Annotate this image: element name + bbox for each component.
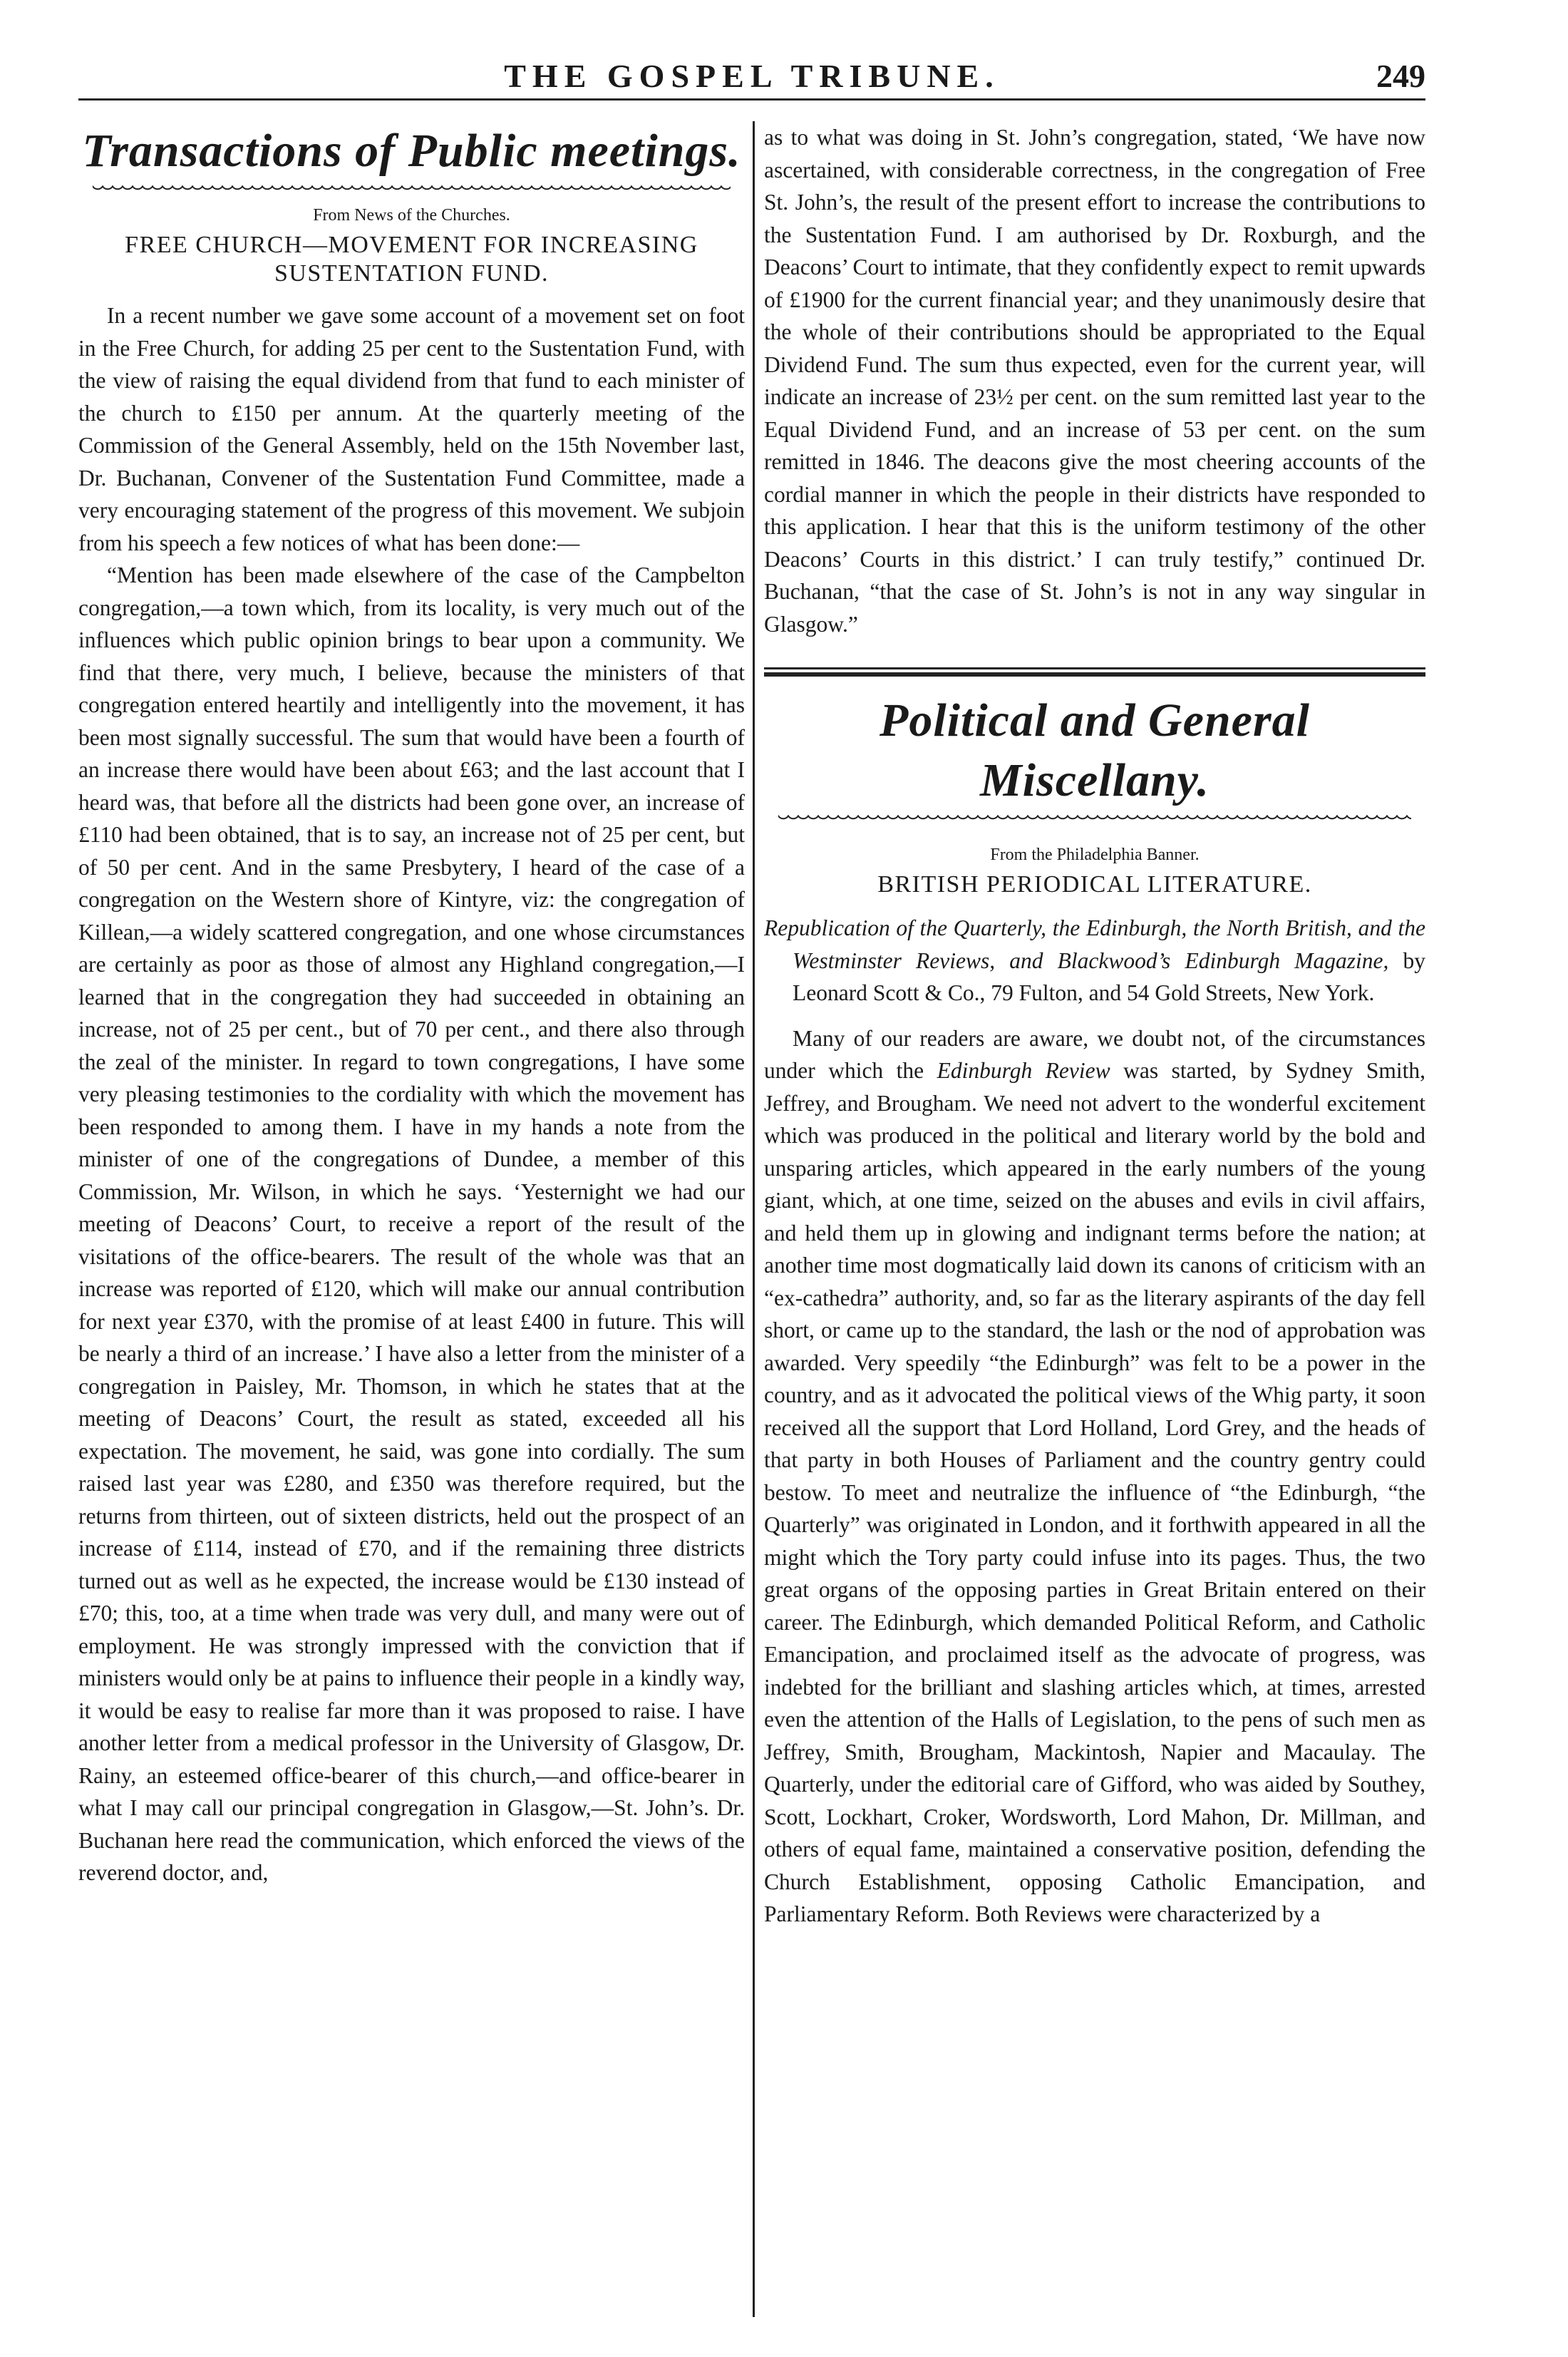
running-head [78, 56, 1425, 101]
article-italic-title: Edinburgh Review [937, 1058, 1110, 1083]
article-source: From News of the Churches. [313, 206, 510, 225]
article-source: From the Philadelphia Banner. [990, 846, 1200, 864]
section-divider [764, 667, 1425, 677]
column-divider [753, 121, 755, 2317]
section-title-miscellany: Political and General Miscellany. [880, 694, 1310, 806]
right-column [764, 121, 1425, 2317]
article-headline: BRITISH PERIODICAL LITERATURE. [877, 871, 1312, 898]
continued-paragraph: as to what was doing in St. John’s congregation, stated, ‘We have now ascertained, with considerable correctness, in the congregation of Free St. John’s, the result of the present effort to increase the contributions to the Sustentation Fund. I am authorised by Dr. Roxburgh, and the Deacons’ Court to intimate, that they confidently expect to remit upwards of £1900 for the current financial year; and they unanimously desire that the whole of their contributions should be appropriated to the Equal Dividend Fund. The sum thus expected, even for the current year, will indicate an increase of 23½ per cent. on the sum remitted last year to the Equal Dividend Fund, and an increase of 53 per cent. on the sum remitted in 1846. The deacons give the most cheering accounts of the cordial manner in which the people in their districts have responded to this application. I hear that this is the uniform testimony of the other Deacons’ Courts in this district.’ I can truly testify,” continued Dr. Buchanan, “that the case of St. John’s is not in any way singular in Glasgow.” [764, 125, 1425, 637]
article-paragraph: “Mention has been made elsewhere of the case of the Campbelton congregation,—a town which, from its locality, is very much out of the influences which public opinion brings to bear upon a community. We find that there, very much, I believe, because the ministers of that congregation entered heartily and intelligently into the movement, it has been most signally successful. The sum that would have been a fourth of an increase there would have been about £63; and the last account that I heard was, that before all the districts had been gone over, an increase of £110 had been obtained, that is to say, an increase not of 25 per cent, but of 50 per cent. And in the same Presbytery, I heard of the case of a congregation on the Western shore of Kintyre, viz: the congregation of Killean,—a widely scattered congregation, and one whose circumstances are certainly as poor as those of almost any Highland congregation,—I learned that in the congregation they had succeeded in obtaining an increase, not of 25 per cent., but of 70 per cent., and there also through the zeal of the minister. In regard to town congregations, I have some very pleasing testimonies to the cordiality with which the movement has been responded to among them. I have in my hands a note from the minister of one of the congregations of Dundee, a member of this Commission, Mr. Wilson, in which he says. ‘Yesternight we had our meeting of Deacons’ Court, to receive a report of the result of the visitations of the office-bearers. The result of the whole was that an increase was reported of £120, which will make our annual contribution for next year £370, with the promise of at least £400 in future. This will be nearly a third of an increase.’ I have also a letter from the minister of a congregation in Paisley, Mr. Thomson, in which he states that at the meeting of Deacons’ Court, the result as stated, exceeded all his expectation. The movement, he said, was gone into cordially. The sum raised last year was £280, and £350 was therefore required, but the returns from thirteen, out of sixteen districts, held out the prospect of an increase of £114, instead of £70, and if the remaining three districts turned out as well as he expected, the increase would be £130 instead of £70; this, too, at a time when trade was very dull, and many were out of employment. He was strongly impressed with the conviction that if ministers would only be at pains to influence their people in a kindly way, it would be easy to realise far more than it was proposed to raise. I have another letter from a medical professor in the University of Glasgow, Dr. Rainy, an esteemed office-bearer of this church,—and office-bearer in what I may call our principal congregation in Glasgow,—St. John’s. Dr. Buchanan here read the communication, which enforced the views of the reverend doctor, and, [78, 563, 745, 1885]
section-title-public-meetings: Transactions of Public meetings. [82, 125, 741, 177]
article-paragraph [764, 1022, 1425, 1931]
article-text: Many of our readers are aware, we doubt not, of the circumstances under which the [764, 1025, 1425, 1083]
ornamental-rule [778, 815, 1411, 825]
page-number: 249 [1376, 58, 1425, 94]
left-column [78, 121, 745, 2317]
republication-titles: Republication of the Quarterly, the Edinburgh, the North British, and the Westminster Reviews, and Blackwood’s Edinburgh Magazine, [764, 915, 1425, 973]
republication-publisher: by Leonard Scott & Co., 79 Fulton, and 54 Gold Streets, New York. [793, 948, 1425, 1005]
article-paragraph: In a recent number we gave some account of a movement set on foot in the Free Church, for adding 25 per cent to the Sustentation Fund, with the view of raising the equal dividend from that fund to each minister of the church to £150 per annum. At the quarterly meeting of the Commission of the General Assembly, held on the 15th November last, Dr. Buchanan, Convener of the Sustentation Fund Committee, made a very encouraging statement of the progress of this movement. We subjoin from his speech a few notices of what has been done:— [78, 303, 745, 555]
republication-note [764, 912, 1425, 1010]
article-headline: FREE CHURCH—MOVEMENT FOR INCREASING SUSTENTATION FUND. [125, 232, 698, 287]
ornamental-rule [93, 185, 731, 195]
article-text: was started, by Sydney Smith, Jeffrey, and Brougham. We need not advert to the wonderful excitement which was produced in the political and literary world by the bold and unsparing articles, which appeared in the early numbers of the young giant, which, at one time, seized on the abuses and evils in civil affairs, and held them up in glowing and indignant terms before the nation; at another time most dogmatically laid down its canons of criticism with an “ex-cathedra” authority, and, so far as the literary aspirants of the day fell short, or came up to the standard, the lash or the nod of approbation was awarded. Very speedily “the Edinburgh” was felt to be a power in the country, and as it advocated the political views of the Whig party, it soon received all the support that Lord Holland, Lord Grey, and the heads of that party in both Houses of Parliament and the country gentry could bestow. To meet and neutralize the influence of “the Edinburgh, “the Quarterly” was originated in London, and it forthwith appeared in all the might which the Tory party could infuse into its pages. Thus, the two great organs of the opposing parties in Great Britain entered on their career. The Edinburgh, which demanded Political Reform, and Catholic Emancipation, and proclaimed itself as the advocate of progress, was indebted for the brilliant and slashing articles which, at times, arrested even the attention of the Halls of Legislation, to the pens of such men as Jeffrey, Smith, Brougham, Mackintosh, Napier and Macaulay. The Quarterly, under the editorial care of Gifford, who was aided by Southey, Scott, Lockhart, Croker, Wordsworth, Lord Mahon, Dr. Millman, and others of equal fame, maintained a conservative position, defending the Church Establishment, opposing Catholic Emancipation, and Parliamentary Reform. Both Reviews were characterized by a [764, 1058, 1425, 1926]
running-title: THE GOSPEL TRIBUNE. [504, 58, 1000, 94]
